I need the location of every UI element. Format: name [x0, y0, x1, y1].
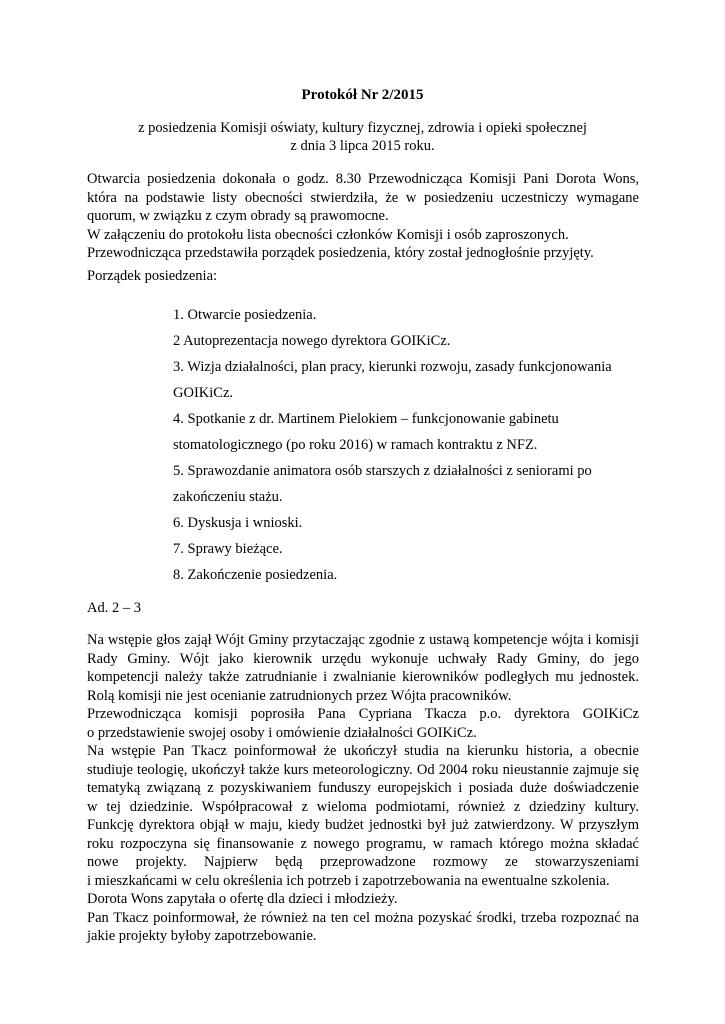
intro-line: W załączeniu do protokołu lista obecności członków Komisji i osób zaproszonych.	[87, 226, 569, 243]
agenda-item: 2 Autoprezentacja nowego dyrektora GOIKiCz.	[173, 333, 451, 349]
body-line: Pan Tkacz poinformował, że również na ten cel można pozyskać środki, trzeba rozpoznać na	[87, 909, 639, 926]
body-line: studiuje teologię, ukończył także kurs meteorologiczny. Od 2004 roku nieustannie zajmuje się	[87, 761, 639, 778]
subtitle-line: z posiedzenia Komisji oświaty, kultury fizycznej, zdrowia i opieki społecznej	[138, 120, 587, 136]
agenda-item-continuation: zakończeniu stażu.	[173, 489, 283, 505]
section-body	[87, 631, 639, 946]
intro-line: quorum, w związku z czym obrady są prawomocne.	[87, 208, 389, 224]
agenda-item: 5. Sprawozdanie animatora osób starszych z działalności z seniorami po	[173, 463, 592, 479]
body-line: Na wstępie Pan Tkacz poinformował że ukończył studia na kierunku historia, a obecnie	[87, 743, 639, 759]
body-line: Dorota Wons zapytała o ofertę dla dzieci i młodzieży.	[87, 891, 398, 907]
section-heading: Ad. 2 – 3	[87, 600, 141, 616]
agenda-list	[173, 302, 643, 588]
subtitle-line: z dnia 3 lipca 2015 roku.	[290, 138, 435, 154]
document-title: Protokół Nr 2/2015	[301, 87, 424, 103]
agenda-item: 3. Wizja działalności, plan pracy, kierunki rozwoju, zasady funkcjonowania	[173, 359, 612, 375]
agenda-item: 1. Otwarcie posiedzenia.	[173, 307, 317, 323]
body-line: i mieszkańcami w celu określenia ich potrzeb i zapotrzebowania na ewentualne szkolenia.	[87, 872, 610, 889]
body-line: Rolą komisji nie jest ocenianie zatrudnionych przez Wójta pracowników.	[87, 687, 512, 704]
body-line: o przedstawienie swojej osoby i omówienie działalności GOIKiCz.	[87, 724, 477, 741]
agenda-heading: Porządek posiedzenia:	[87, 268, 218, 284]
body-line: Przewodnicząca komisji poprosiła Pana Cypriana Tkacza p.o. dyrektora GOIKiCz	[87, 706, 639, 722]
intro-line: Otwarcia posiedzenia dokonała o godz. 8.30 Przewodnicząca Komisji Pani Dorota Wons,	[87, 171, 639, 187]
agenda-item-continuation: GOIKiCz.	[173, 385, 234, 401]
agenda-item: 8. Zakończenie posiedzenia.	[173, 567, 338, 583]
agenda-item: 7. Sprawy bieżące.	[173, 541, 283, 557]
document-subtitle	[0, 119, 725, 155]
agenda-item: 6. Dyskusja i wnioski.	[173, 515, 303, 531]
body-line: tematyką związaną z pozyskiwaniem funduszy europejskich i posiada duże doświadczenie	[87, 780, 639, 796]
intro-line: Przewodnicząca przedstawiła porządek posiedzenia, który został jednogłośnie przyjęty.	[87, 245, 594, 261]
agenda-item: 4. Spotkanie z dr. Martinem Pielokiem – funkcjonowanie gabinetu	[173, 411, 559, 427]
body-line: nowe projekty. Najpierw będą przeprowadzone rozmowy ze stowarzyszeniami	[87, 854, 639, 870]
body-line: roku rozpoczyna się finansowanie z nowego programu, w ramach którego można składać	[87, 835, 639, 852]
body-line: kompetencji należy także zatrudnianie i zwalnianie kierowników podległych mu jednostek.	[87, 669, 639, 685]
body-line: Na wstępie głos zajął Wójt Gminy przytaczając zgodnie z ustawą kompetencje wójta i komisji	[87, 632, 639, 648]
agenda-item-continuation: stomatologicznego (po roku 2016) w ramach kontraktu z NFZ.	[173, 437, 538, 453]
body-line: Rady Gminy. Wójt jako kierownik urzędu wykonuje uchwały Rady Gminy, do jego	[87, 650, 639, 667]
intro-paragraph	[87, 170, 639, 263]
body-line: jakie projekty byłoby zapotrzebowanie.	[87, 928, 317, 944]
body-line: Funkcję dyrektora objął w maju, kiedy budżet jednostki był już zatwierdzony. W przyszłym	[87, 817, 639, 833]
intro-line: która na podstawie listy obecności stwierdziła, że w posiedzeniu uczestniczy wymagane	[87, 189, 639, 206]
body-line: w tej dziedzinie. Współpracował z wieloma podmiotami, również z dziedziny kultury.	[87, 798, 639, 815]
